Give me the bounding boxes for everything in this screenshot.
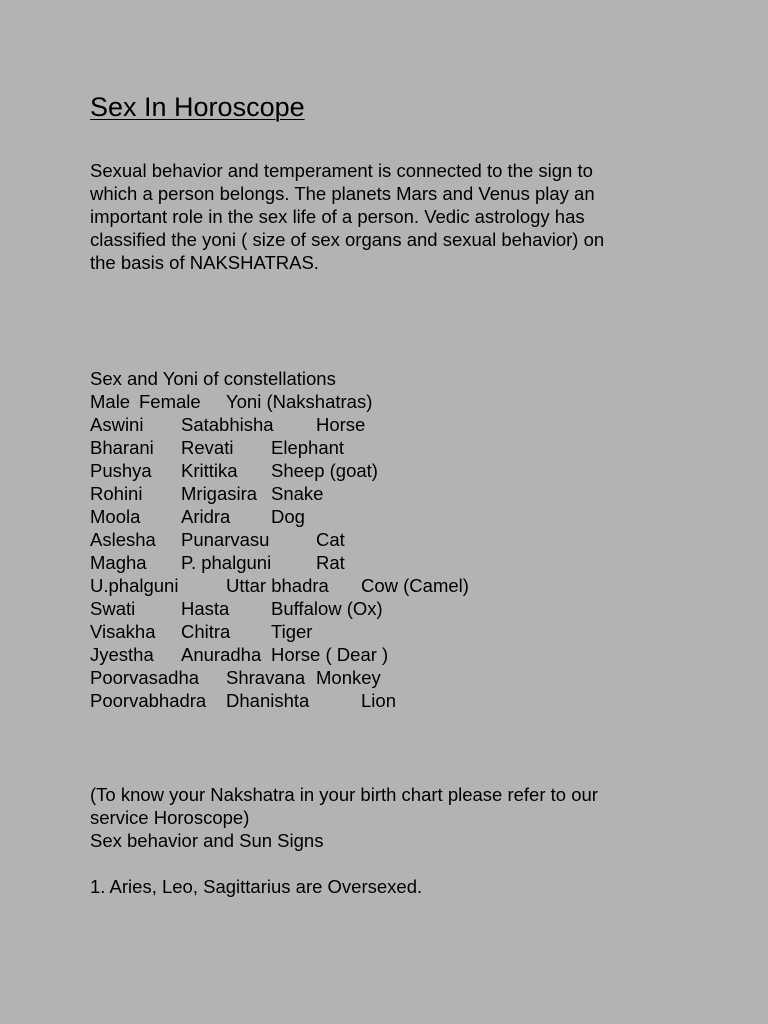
cell-female: P. phalguni [181,552,272,573]
cell-yoni: Buffalow (Ox) [271,598,383,619]
cell-male: Rohini [90,483,143,504]
intro-line: classified the yoni ( size of sex organs and sexual behavior) on [90,229,605,250]
footer-line: 1. Aries, Leo, Sagittarius are Oversexed. [90,876,423,897]
cell-male: Poorvasadha [90,667,200,688]
cell-male: Aswini [90,414,144,435]
cell-male: Moola [90,506,141,527]
cell-female: Satabhisha [181,414,274,435]
cell-female: Dhanishta [226,690,310,711]
cell-female: Hasta [181,598,230,619]
cell-male: Jyestha [90,644,154,665]
cell-female: Anuradha [181,644,262,665]
table-heading: Sex and Yoni of constellations [90,368,336,389]
cell-female: Chitra [181,621,231,642]
cell-female: Mrigasira [181,483,258,504]
cell-yoni: Tiger [271,621,313,642]
intro-line: Sexual behavior and temperament is connected to the sign to [90,160,593,181]
cell-female: Uttar bhadra [226,575,329,596]
cell-yoni: Elephant [271,437,345,458]
cell-female: Krittika [181,460,238,481]
intro-line: the basis of NAKSHATRAS. [90,252,319,273]
header-female: Female [139,391,201,412]
intro-line: which a person belongs. The planets Mars and Venus play an [90,183,595,204]
header-male: Male [90,391,131,412]
cell-male: Bharani [90,437,154,458]
footer-text [90,783,598,898]
header-yoni: Yoni (Nakshatras) [226,391,373,412]
footer-line: (To know your Nakshatra in your birth chart please refer to our [90,784,598,805]
cell-yoni: Horse [316,414,366,435]
cell-male: Magha [90,552,147,573]
cell-female: Aridra [181,506,231,527]
cell-male: Poorvabhadra [90,690,207,711]
cell-yoni: Cat [316,529,345,550]
cell-yoni: Dog [271,506,305,527]
footer-line: service Horoscope) [90,807,250,828]
cell-yoni: Horse ( Dear ) [271,644,389,665]
cell-male: Pushya [90,460,152,481]
cell-yoni: Cow (Camel) [361,575,469,596]
intro-paragraph [90,159,690,274]
cell-female: Punarvasu [181,529,270,550]
cell-female: Revati [181,437,234,458]
cell-female: Shravana [226,667,306,688]
cell-yoni: Lion [361,690,396,711]
cell-male: Swati [90,598,136,619]
cell-yoni: Snake [271,483,324,504]
intro-line: important role in the sex life of a person. Vedic astrology has [90,206,585,227]
cell-yoni: Sheep (goat) [271,460,378,481]
page-title: Sex In Horoscope [90,92,305,122]
cell-yoni: Rat [316,552,345,573]
footer-line [90,852,598,875]
footer-line: Sex behavior and Sun Signs [90,830,324,851]
cell-male: Aslesha [90,529,156,550]
cell-male: Visakha [90,621,156,642]
cell-yoni: Monkey [316,667,381,688]
cell-male: U.phalguni [90,575,179,596]
